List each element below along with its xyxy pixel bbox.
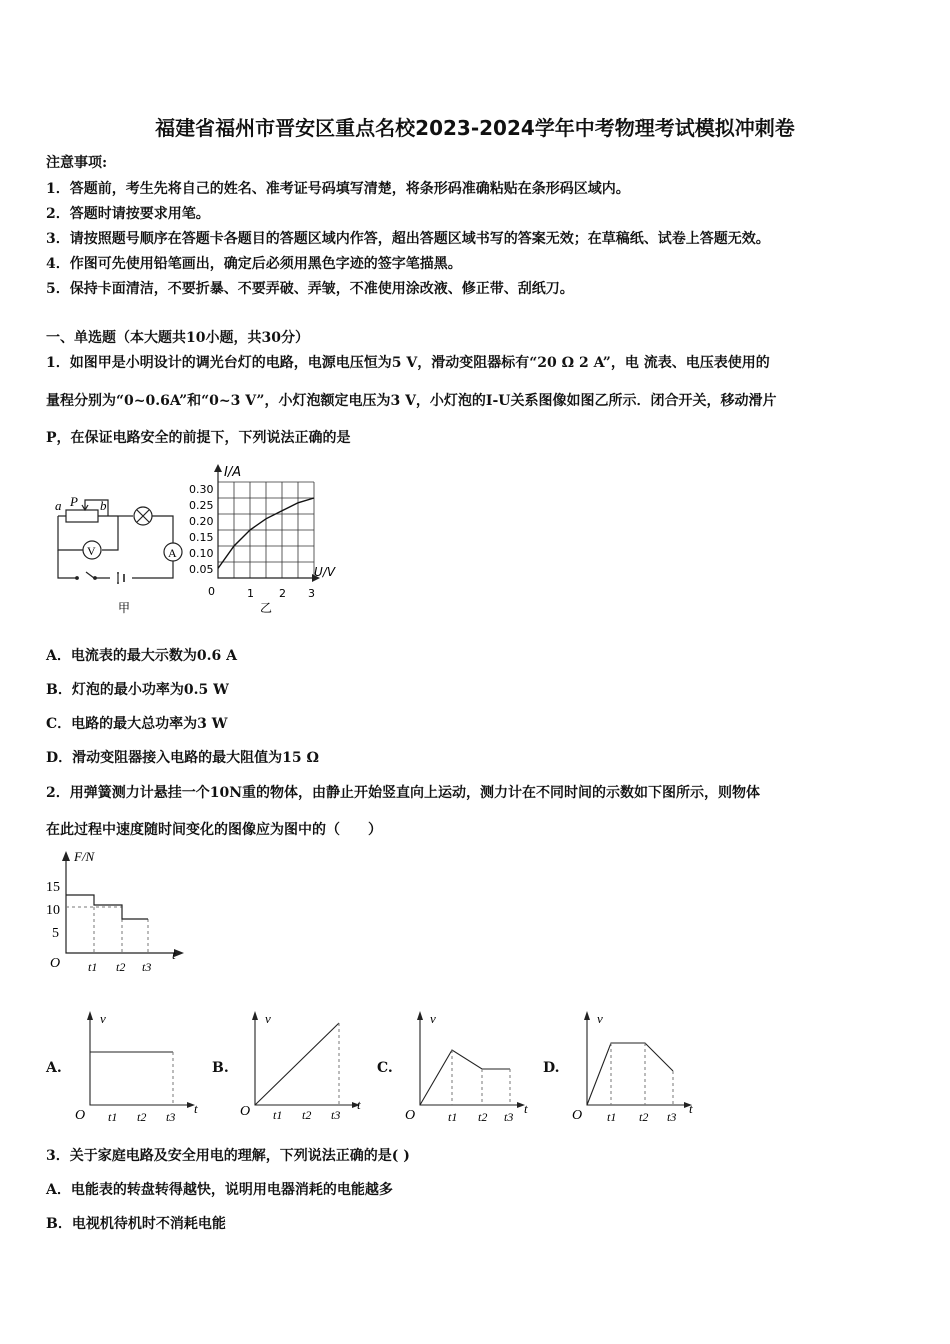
notice-heading: 注意事项: [46, 155, 108, 171]
origin-label: O [50, 956, 61, 971]
x-tick: t2 [116, 960, 126, 974]
x-axis-label: t [172, 947, 176, 962]
v-label: v [100, 1011, 106, 1026]
q3-option-a: A．电能表的转盘转得越快，说明用电器消耗的电能越多 [46, 1182, 393, 1198]
choice-letter-c: C. [377, 1060, 393, 1076]
q3-option-b: B．电视机待机时不消耗电能 [46, 1216, 226, 1232]
choice-graph-b [235, 1005, 365, 1130]
q1-iu-graph [186, 460, 356, 620]
v-label: v [430, 1011, 436, 1026]
y-tick: 0.30 [189, 483, 214, 496]
t-tick: t3 [667, 1110, 677, 1124]
y-tick: 0.10 [189, 547, 214, 560]
circuit-caption: 甲 [118, 601, 131, 615]
notice-item: 4．作图可先使用铅笔画出，确定后必须用黑色字迹的签字笔描黑。 [46, 256, 462, 272]
t-tick: t3 [331, 1108, 341, 1122]
choice-letter-a: A. [46, 1060, 62, 1076]
q1-option-c: C．电路的最大总功率为3 W [46, 716, 228, 732]
q2-text: 在此过程中速度随时间变化的图像应为图中的（ ） [46, 822, 382, 838]
notice-item: 2．答题时请按要求用笔。 [46, 206, 210, 222]
t-label: t [689, 1101, 693, 1116]
t-tick: t2 [302, 1108, 312, 1122]
y-tick: 0.15 [189, 531, 214, 544]
notice-item: 5．保持卡面清洁，不要折暴、不要弄破、弄皱，不准使用涂改液、修正带、刮纸刀。 [46, 281, 574, 297]
origin-label: O [75, 1108, 86, 1123]
notice-item: 1．答题前，考生先将自己的姓名、准考证号码填写清楚，将条形码准确粘贴在条形码区域内。 [46, 181, 630, 197]
q1-text: 1．如图甲是小明设计的调光台灯的电路，电源电压恒为5 V，滑动变阻器标有“20 Ω 2 A”，电 流表、电压表使用的 [46, 355, 770, 371]
t-tick: t2 [137, 1110, 147, 1124]
choice-letter-b: B. [212, 1060, 229, 1076]
q2-text: 2．用弹簧测力计悬挂一个10N重的物体，由静止开始竖直向上运动，测力计在不同时间的示数如下图所示，则物体 [46, 785, 761, 801]
x-tick: 3 [308, 587, 315, 600]
t-label: t [524, 1101, 528, 1116]
t-label: t [194, 1101, 198, 1116]
q1-option-d: D．滑动变阻器接入电路的最大阻值为15 Ω [46, 750, 319, 766]
circuit-label-a: a [55, 498, 62, 513]
y-tick: 15 [46, 880, 60, 895]
y-tick: 5 [52, 926, 59, 941]
v-label: v [597, 1011, 603, 1026]
x-tick: t3 [142, 960, 152, 974]
choice-letter-d: D. [543, 1060, 560, 1076]
q1-text: 量程分别为“0~0.6A”和“0~3 V”，小灯泡额定电压为3 V，小灯泡的I-U关系图像如图乙所示．闭合开关，移动滑片 [46, 393, 777, 409]
y-axis-label: I/A [224, 465, 242, 480]
t-tick: t2 [639, 1110, 649, 1124]
x-tick: 1 [247, 587, 254, 600]
y-axis-label: F/N [74, 849, 95, 864]
t-tick: t3 [166, 1110, 176, 1124]
origin-label: O [240, 1104, 251, 1119]
y-tick: 0.20 [189, 515, 214, 528]
y-tick: 0.25 [189, 499, 214, 512]
t-tick: t1 [448, 1110, 458, 1124]
x-axis-label: U/V [314, 565, 336, 579]
origin-label: 0 [208, 585, 215, 598]
x-tick: t1 [88, 960, 98, 974]
section-heading: 一、单选题（本大题共10小题，共30分） [46, 330, 309, 346]
circuit-label-p: P [70, 494, 78, 509]
t-tick: t1 [607, 1110, 617, 1124]
origin-label: O [572, 1108, 583, 1123]
choice-graph-d [567, 1005, 702, 1130]
origin-label: O [405, 1108, 416, 1123]
q3-text: 3．关于家庭电路及安全用电的理解，下列说法正确的是( ) [46, 1148, 410, 1164]
v-label: v [265, 1011, 271, 1026]
q1-circuit-diagram [50, 488, 190, 618]
t-tick: t1 [108, 1110, 118, 1124]
voltmeter-label: V [87, 544, 96, 558]
ammeter-label: A [168, 546, 177, 560]
graph-grid [218, 482, 314, 578]
x-tick: 2 [279, 587, 286, 600]
y-tick: 10 [46, 903, 60, 918]
t-tick: t3 [504, 1110, 514, 1124]
graph-caption: 乙 [260, 601, 273, 615]
t-tick: t2 [478, 1110, 488, 1124]
q1-text: P，在保证电路安全的前提下，下列说法正确的是 [46, 430, 351, 446]
page-title: 福建省福州市晋安区重点名校2023-2024学年中考物理考试模拟冲刺卷 [155, 116, 795, 140]
t-label: t [357, 1097, 361, 1112]
choice-graph-a [70, 1005, 200, 1130]
y-tick: 0.05 [189, 563, 214, 576]
choice-graph-c [400, 1005, 535, 1130]
notice-item: 3．请按照题号顺序在答题卡各题目的答题区域内作答，超出答题区域书写的答案无效；在草稿纸、试卷上答题无效。 [46, 231, 770, 247]
q1-option-b: B．灯泡的最小功率为0.5 W [46, 682, 229, 698]
q2-force-graph [40, 845, 190, 980]
t-tick: t1 [273, 1108, 283, 1122]
circuit-label-b: b [100, 498, 107, 513]
q1-option-a: A．电流表的最大示数为0.6 A [46, 648, 237, 664]
